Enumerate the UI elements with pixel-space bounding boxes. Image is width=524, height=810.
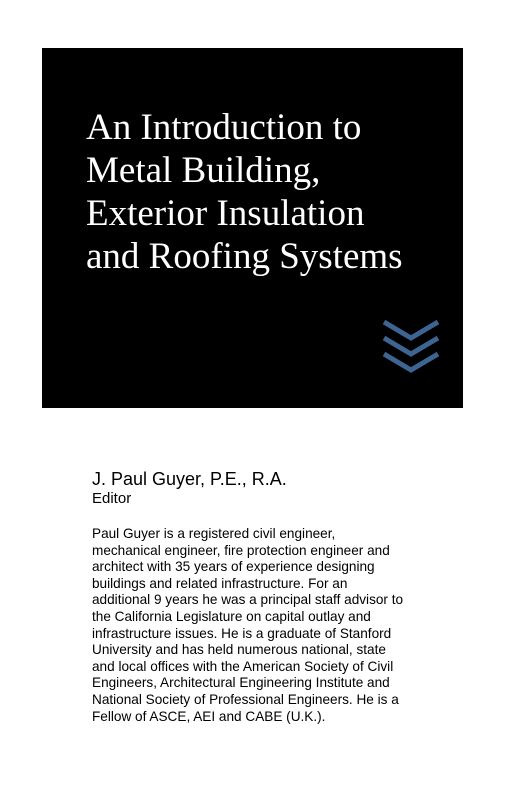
- chevron-stroke: [384, 322, 438, 338]
- book-title: [86, 106, 403, 278]
- bio-line: the California Legislature on capital outlay and: [92, 608, 371, 624]
- bio-line: Paul Guyer is a registered civil engineer,: [92, 526, 336, 541]
- author-name: J. Paul Guyer, P.E., R.A.: [92, 469, 287, 489]
- bio-line: and local offices with the American Society of Civil: [92, 658, 394, 674]
- bio-line: Fellow of ASCE, AEI and CABE (U.K.).: [92, 708, 326, 724]
- author-role: Editor: [92, 490, 132, 507]
- book-title-line: and Roofing Systems: [86, 236, 403, 277]
- bio-line: architect with 35 years of experience designing: [92, 559, 375, 575]
- bio-line: National Society of Professional Engineers. He is a: [92, 691, 399, 707]
- bio-line: Engineers, Architectural Engineering Institute and: [92, 675, 390, 691]
- book-title-line: Exterior Insulation: [86, 193, 365, 234]
- cover-panel: [42, 48, 463, 408]
- bio-line: University and has held numerous national, state: [92, 642, 386, 658]
- author-bio: [92, 526, 403, 725]
- triple-chevron-down-icon: [381, 318, 441, 374]
- bio-line: infrastructure issues. He is a graduate of Stanford: [92, 625, 392, 641]
- book-title-line: An Introduction to: [86, 107, 362, 148]
- bio-line: buildings and related infrastructure. For an: [92, 575, 348, 591]
- bio-line: mechanical engineer, fire protection engineer and: [92, 542, 390, 558]
- bio-line: additional 9 years he was a principal staff advisor to: [92, 592, 404, 608]
- book-title-line: Metal Building,: [86, 150, 321, 191]
